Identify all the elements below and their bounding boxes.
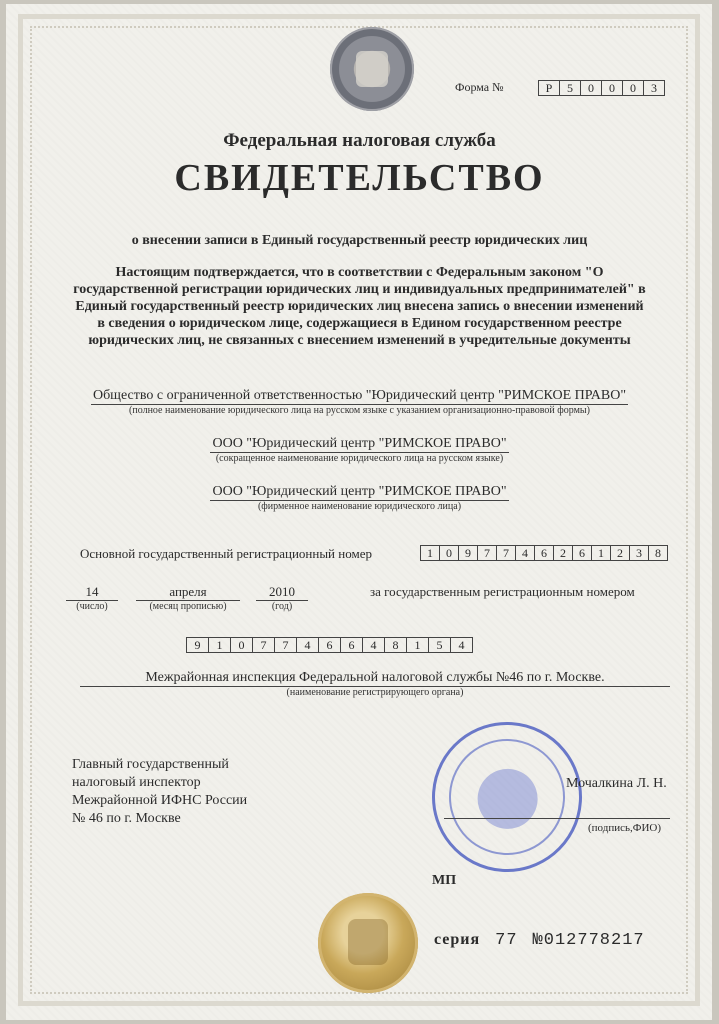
form-code-cell: 0 <box>622 80 643 96</box>
form-code-cell: 0 <box>601 80 622 96</box>
form-label: Форма № <box>455 80 504 94</box>
grn-digit: 1 <box>208 637 230 653</box>
signer-position-line: Главный государственный <box>72 757 229 772</box>
signature-line <box>444 818 670 819</box>
signature-hint: (подпись,ФИО) <box>588 822 661 834</box>
ogrn-digit: 7 <box>477 545 496 561</box>
date-month-block <box>136 584 240 612</box>
authority-block <box>80 670 670 698</box>
ogrn-digit: 2 <box>610 545 629 561</box>
grn-digit: 0 <box>230 637 252 653</box>
company-full-name: Общество с ограниченной ответственностью "Юридический центр "РИМСКОЕ ПРАВО" <box>92 388 627 403</box>
gold-hologram-seal-icon <box>318 893 418 993</box>
grn-digit: 6 <box>318 637 340 653</box>
ogrn-label: Основной государственный регистрационный номер <box>80 546 372 561</box>
ogrn-digit: 1 <box>420 545 439 561</box>
company-firm-name-hint: (фирменное наименование юридического лица) <box>257 501 462 512</box>
signer-position <box>72 756 247 828</box>
grn-digit: 7 <box>274 637 296 653</box>
document-subtitle: о внесении записи в Единый государственный реестр юридических лиц <box>131 233 588 248</box>
ogrn-digit: 2 <box>553 545 572 561</box>
ogrn-digit: 6 <box>534 545 553 561</box>
signer-name: Мочалкина Л. Н. <box>566 776 667 791</box>
company-short-name: ООО "Юридический центр "РИМСКОЕ ПРАВО" <box>212 436 507 451</box>
ogrn-digit: 8 <box>648 545 668 561</box>
signer-position-line: № 46 по г. Москве <box>72 811 181 826</box>
grn-digit: 8 <box>384 637 406 653</box>
ogrn-digit: 7 <box>496 545 515 561</box>
signer-position-line: налоговый инспектор <box>72 775 201 790</box>
date-month-hint: (месяц прописью) <box>149 601 227 612</box>
reg-number-label: за государственным регистрационным номером <box>370 584 635 599</box>
ogrn-digit: 1 <box>591 545 610 561</box>
ogrn-digit: 9 <box>458 545 477 561</box>
ogrn-digit: 6 <box>572 545 591 561</box>
date-day-block <box>66 584 118 612</box>
grn-digit: 4 <box>296 637 318 653</box>
mp-label: МП <box>432 873 457 888</box>
grn-digit: 7 <box>252 637 274 653</box>
date-year-block <box>256 584 308 612</box>
series-label: серия <box>434 931 481 948</box>
company-short-name-hint: (сокращенное наименование юридического лица на русском языке) <box>215 453 504 464</box>
grn-digit: 4 <box>362 637 384 653</box>
series-region: 77 <box>495 931 518 950</box>
ogrn-digit: 0 <box>439 545 458 561</box>
grn-digit: 5 <box>428 637 450 653</box>
document-title: СВИДЕТЕЛЬСТВО <box>174 157 545 199</box>
ogrn-digit: 4 <box>515 545 534 561</box>
date-month: апреля <box>136 584 240 601</box>
ogrn-digit: 3 <box>629 545 648 561</box>
authority-hint: (наименование регистрирующего органа) <box>286 687 464 698</box>
firm-name-block <box>0 482 719 512</box>
grn-digit: 4 <box>450 637 473 653</box>
form-code-cell: 0 <box>580 80 601 96</box>
agency-name: Федеральная налоговая служба <box>223 130 496 151</box>
company-full-name-hint: (полное наименование юридического лица на русском языке с указанием организационно-правовой формы) <box>129 405 590 416</box>
ogrn-number <box>420 545 668 561</box>
grn-digit: 6 <box>340 637 362 653</box>
date-year: 2010 <box>256 584 308 601</box>
form-code-cell: 5 <box>559 80 580 96</box>
grn-digit: 9 <box>186 637 208 653</box>
grn-number <box>186 637 473 653</box>
company-firm-name: ООО "Юридический центр "РИМСКОЕ ПРАВО" <box>212 484 507 499</box>
signer-position-line: Межрайонной ИФНС России <box>72 793 248 808</box>
date-day-hint: (число) <box>76 601 108 612</box>
date-day: 14 <box>66 584 118 601</box>
confirmation-paragraph: Настоящим подтверждается, что в соответствии с Федеральным законом "О государственной регистрации юридических лиц и индивидуальных предпринимателей" в Единый государственный реестр юридических лиц внесена запись о внесении изменений в сведения о юридическом лице, содержащиеся в Едином государственном реестре юридических лиц, не связанных с внесением изменений в учредительные документы <box>73 265 646 348</box>
series-block <box>434 931 645 950</box>
full-name-block <box>0 386 719 416</box>
short-name-block <box>0 434 719 464</box>
grn-digit: 1 <box>406 637 428 653</box>
authority-name: Межрайонная инспекция Федеральной налоговой службы №46 по г. Москве. <box>80 670 670 687</box>
form-code-cell: 3 <box>643 80 665 96</box>
form-code <box>538 80 665 96</box>
date-year-hint: (год) <box>271 601 293 612</box>
fns-emblem-icon <box>330 27 414 111</box>
form-code-cell: Р <box>538 80 559 96</box>
series-number: №012778217 <box>532 931 645 950</box>
